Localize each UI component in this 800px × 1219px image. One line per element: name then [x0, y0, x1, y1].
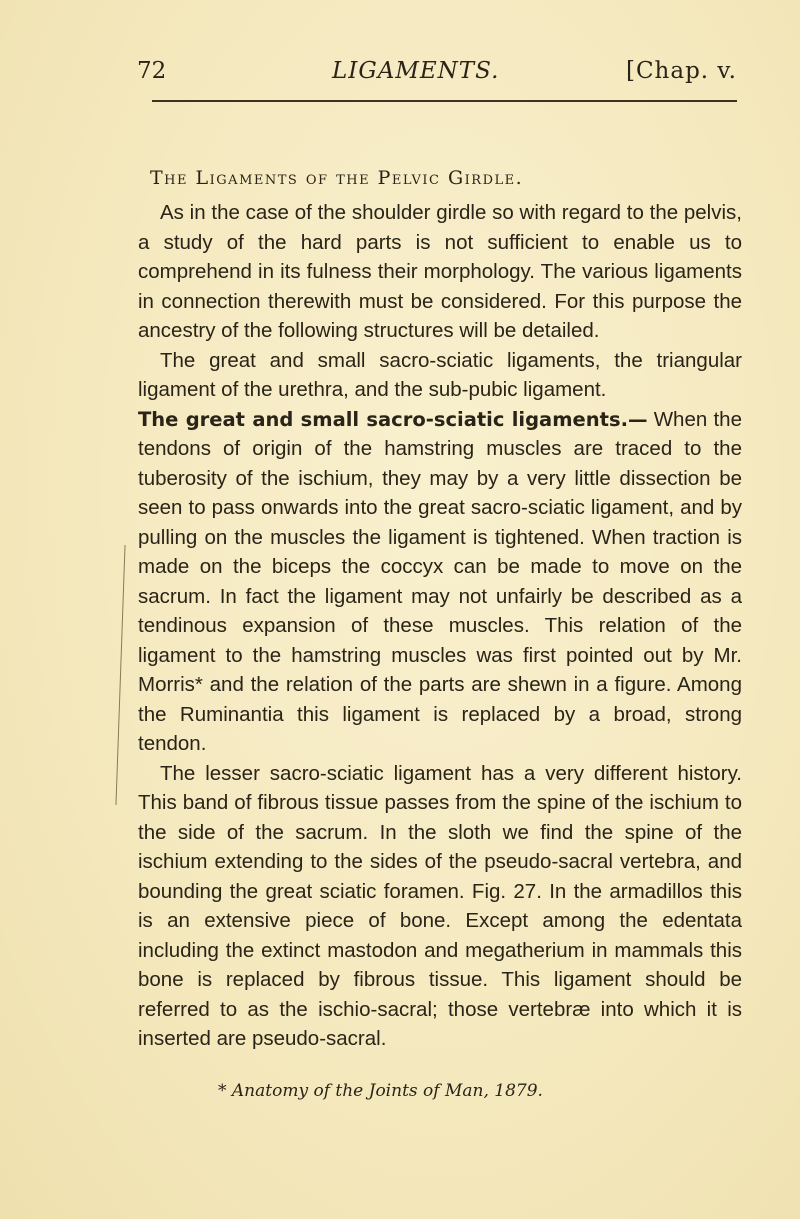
- running-title: LIGAMENTS.: [332, 58, 500, 84]
- footnote-mark: *: [218, 1081, 227, 1101]
- running-header: [137, 58, 737, 88]
- header-rule: [152, 100, 737, 102]
- chapter-label: [Chap. v.: [625, 58, 737, 84]
- paragraph-4: The lesser sacro-sciatic ligament has a very different history. This band of fibrous tissue passes from the spine of the ischium to the side of the sacrum. In the sloth we find the spine of the ischium extending to the sides of the pseudo-sacral vertebra, and bounding the great sciatic foramen. Fig. 27. In the armadillos this is an extensive piece of bone. Except among the edentata including the extinct mastodon and megatherium in mammals this bone is replaced by fibrous tissue. This ligament should be referred to as the ischio-sacral; those vertebræ into which it is inserted are pseudo-sacral.: [138, 761, 742, 1050]
- margin-pencil-mark: [115, 545, 131, 805]
- paragraph-3: [138, 405, 742, 759]
- paragraph-2: The great and small sacro-sciatic ligaments, the triangular ligament of the urethra, and the sub-pubic ligament.: [138, 348, 742, 401]
- paragraph-3-text: When the tendons of origin of the hamstring muscles are traced to the tuberosity of the ischium, they may by a very little dissection be seen to pass onwards into the great sacro-sciatic ligament, and by pulling on the muscles the ligament is tightened. When traction is made on the biceps the coccyx can be made to move on the sacrum. In fact the ligament may not unfairly be described as a tendinous expansion of these muscles. This relation of the ligament to the hamstring muscles was first pointed out by Mr. Morris* and the relation of the parts are shewn in a figure. Among the Ruminantia this ligament is replaced by a broad, strong tendon.: [138, 407, 742, 755]
- footnote: [218, 1081, 718, 1101]
- body-text: [138, 198, 742, 1054]
- paragraph-1: As in the case of the shoulder girdle so with regard to the pelvis, a study of the hard parts is not sufficient to enable us to comprehend in its fulness their morphology. The various ligaments in connection therewith must be considered. For this purpose the ancestry of the following structures will be detailed.: [138, 201, 742, 342]
- footnote-text: Anatomy of the Joints of Man, 1879.: [231, 1081, 543, 1101]
- page-number: 72: [137, 58, 167, 84]
- subsection-heading: The great and small sacro-sciatic ligaments.—: [138, 407, 648, 431]
- section-heading: The Ligaments of the Pelvic Girdle.: [150, 167, 524, 189]
